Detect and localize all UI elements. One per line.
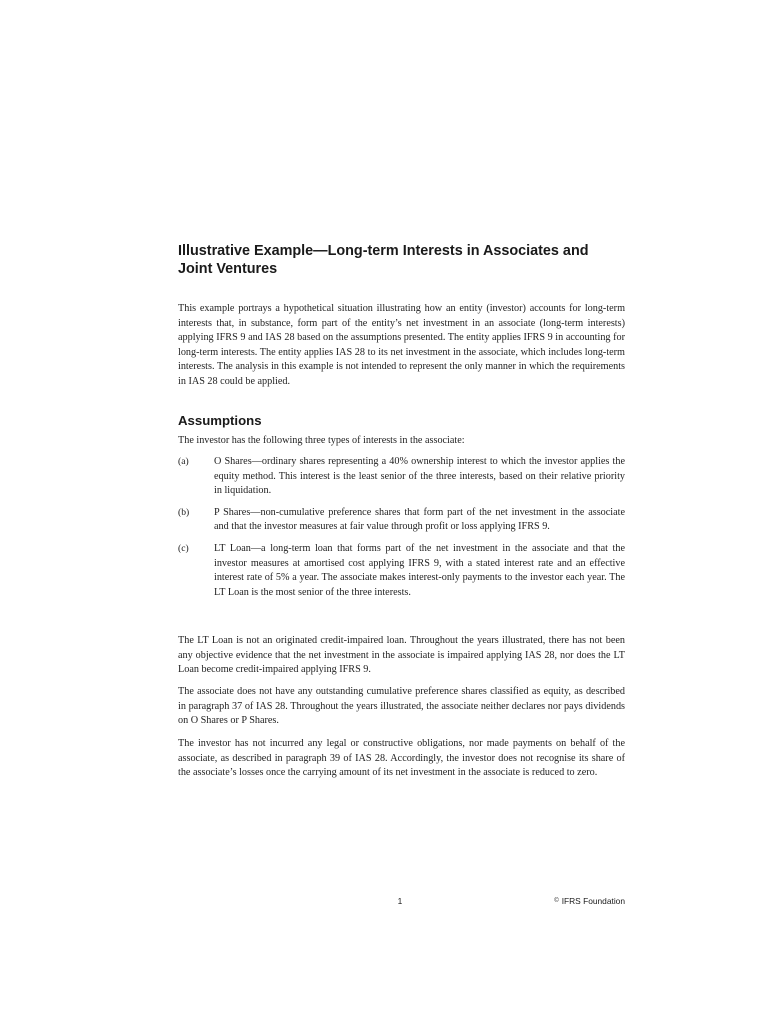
- list-item: [178, 542, 625, 600]
- document-title: Illustrative Example—Long-term Interests in Associates and Joint Ventures: [178, 243, 589, 277]
- body-paragraph: The LT Loan is not an originated credit-impaired loan. Throughout the years illustrated, there has not been any objective evidence that the net investment in the associate is impaired applying IAS 28, nor does the LT Loan become credit-impaired applying IFRS 9.: [178, 635, 625, 676]
- list-item: [178, 455, 625, 499]
- body-paragraph: The associate does not have any outstanding cumulative preference shares classified as equity, as described in paragraph 37 of IAS 28. Throughout the years illustrated, the associate neither declares nor pays dividends on O Shares or P Shares.: [178, 686, 625, 727]
- copyright-text: IFRS Foundation: [561, 896, 625, 906]
- intro-paragraph: This example portrays a hypothetical situation illustrating how an entity (investor) accounts for long-term interests that, in substance, form part of the entity’s net investment in an associate (long-term interests) applying IFRS 9 and IAS 28 based on the assumptions presented. The entity applies IFRS 9 in accounting for long-term interests. The entity applies IAS 28 to its net investment in the associate, which includes long-term interests. The analysis in this example is not intended to represent the only manner in which the requirements in IAS 28 could be applied.: [178, 303, 625, 387]
- lead-in-text: The investor has the following three types of interests in the associate:: [178, 435, 465, 446]
- list-item: [178, 506, 625, 535]
- page-number: 1: [397, 896, 403, 906]
- document-page: [178, 0, 625, 1024]
- list-item-text: LT Loan—a long-term loan that forms part of the net investment in the associate and that the investor measures at amortised cost applying IFRS 9, with a stated interest rate and an effective interest rate of 5% a year. The associate makes interest-only payments to the investor each year. The LT Loan is the most senior of the three interests.: [214, 542, 625, 598]
- list-item-text: O Shares—ordinary shares representing a 40% ownership interest to which the investor applies the equity method. This interest is the least senior of the three interests, based on their relative priority in liquidation.: [214, 456, 625, 497]
- section-heading-assumptions: Assumptions: [178, 413, 262, 428]
- copyright-symbol: ©: [554, 898, 559, 904]
- list-item-text: P Shares—non-cumulative preference shares that form part of the net investment in the associate and that the investor measures at fair value through profit or loss applying IFRS 9.: [214, 506, 625, 533]
- copyright-notice: [554, 896, 625, 906]
- body-paragraph: The investor has not incurred any legal or constructive obligations, nor made payments on behalf of the associate, as described in paragraph 39 of IAS 28. Accordingly, the investor does not recognise its share of the associate’s losses once the carrying amount of its net investment in the associate is reduced to zero.: [178, 738, 625, 779]
- list-marker: (a): [178, 456, 189, 467]
- list-marker: (c): [178, 542, 189, 554]
- interest-types-list: [178, 455, 625, 607]
- list-marker: (b): [178, 506, 190, 518]
